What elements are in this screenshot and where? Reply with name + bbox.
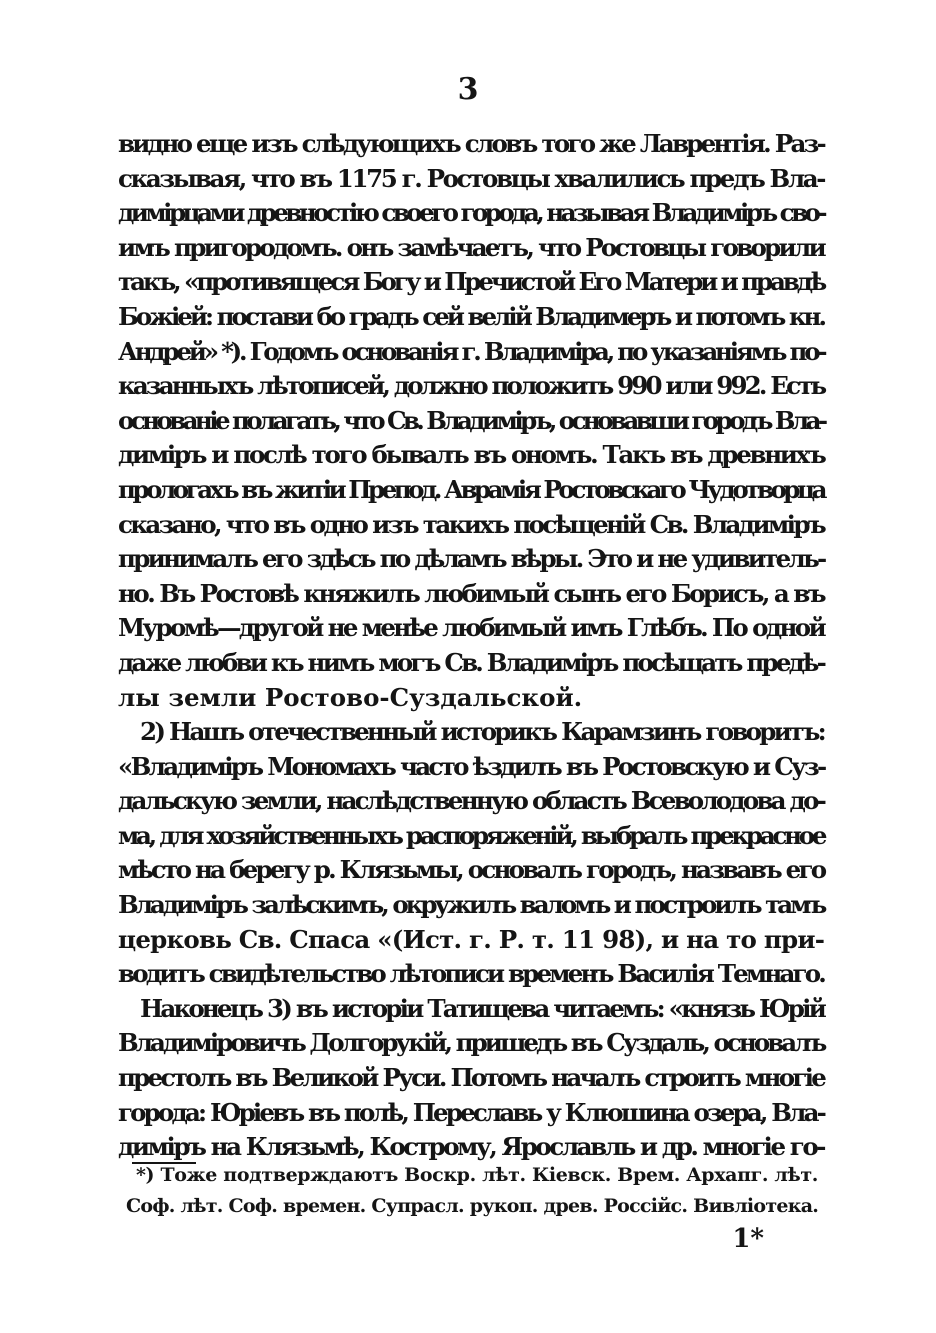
text-line: водитъ свидѣтельство лѣтописи временъ Василія Темнаго. — [118, 959, 824, 989]
text-line: сказано, что въ одно изъ такихъ посѣщеній Св. Владиміръ — [118, 509, 825, 539]
text-line: Владиміръ залѣскимъ, окружилъ валомъ и построилъ тамъ — [118, 890, 825, 920]
text-line: дальскую земли, наслѣдственную область Всеволодова до- — [118, 786, 824, 816]
text-line: «Владиміръ Мономахъ часто ѣздилъ въ Ростовскую и Суз- — [118, 751, 825, 781]
footnote-line: *) Тоже подтверждаютъ Воскр. лѣт. Кіевск. Врем. Архапг. лѣт. — [136, 1164, 818, 1186]
text-line: Андрей» *). Годомъ основанія г. Владиміра, по указаніямъ по- — [118, 336, 825, 366]
text-line: Наконецъ 3) въ исторіи Татищева читаемъ: «князь Юрій — [140, 993, 824, 1023]
text-line: лы земли Ростово-Суздальской. — [118, 682, 583, 712]
text-line: города: Юріевъ въ полѣ, Переславь у Клюшина озера, Вла- — [118, 1097, 824, 1127]
text-line: даже любви къ нимъ могъ Св. Владиміръ посѣщать предѣ- — [118, 647, 824, 677]
text-line: димірцами древностію своего города, называя Владиміръ сво- — [118, 198, 824, 228]
text-line: Муромѣ—другой не менѣе любимый имъ Глѣбъ. По одной — [118, 613, 824, 643]
text-line: церковь Св. Спаса «(Ист. г. Р. т. 11 98), и на то при- — [118, 924, 825, 954]
page-number: 3 — [457, 72, 479, 107]
text-line: престолъ въ Великой Руси. Потомъ началъ строить многіе — [118, 1063, 825, 1093]
text-line: мѣсто на берегу р. Клязьмы, основалъ городъ, назвавъ его — [118, 855, 825, 885]
text-line: сказывая, что въ 1175 г. Ростовцы хвалились предъ Вла- — [118, 163, 825, 193]
text-line: 2) Нашъ отечественный историкъ Карамзинъ говоритъ: — [140, 717, 824, 747]
body-text — [118, 127, 824, 1165]
text-line: казанныхъ лѣтописей, должно положить 990 или 992. Есть — [118, 371, 825, 401]
footnote-line: Соф. лѣт. Соф. времен. Супрасл. рукоп. древ. Россійс. Вивліотека. — [126, 1195, 819, 1217]
text-line: ма, для хозяйственныхъ распоряженій, выбралъ прекрасное — [118, 820, 825, 850]
text-line: прологахъ въ житіи Препод. Аврамія Ростовскаго Чудотворца — [118, 474, 824, 504]
text-line: но. Въ Ростовѣ княжилъ любимый сынъ его Борисъ, а въ — [118, 578, 824, 608]
text-line: такъ, «противящеся Богу и Пречистой Его Матери и правдѣ — [118, 267, 825, 297]
text-line: принималъ его здѣсь по дѣламъ вѣры. Это и не удивитель- — [118, 544, 825, 574]
text-line: имъ пригородомъ. онъ замѣчаетъ, что Ростовцы говорили — [118, 232, 824, 262]
footnotes — [126, 1160, 818, 1222]
text-line: диміръ и послѣ того бывалъ въ ономъ. Такъ въ древнихъ — [118, 440, 825, 470]
text-line: видно еще изъ слѣдующихъ словъ того же Лаврентія. Раз- — [118, 129, 824, 158]
signature-mark: 1* — [732, 1224, 764, 1254]
text-line: Божіей: постави бо градъ сей велій Владимеръ и потомъ кн. — [118, 301, 824, 331]
text-line: диміръ на Клязьмѣ, Кострому, Ярославль и др. многіе го- — [118, 1132, 824, 1162]
text-line: Владиміровичъ Долгорукій, пришедъ въ Суздаль, основалъ — [118, 1028, 825, 1058]
text-line: основаніе полагать, что Св. Владиміръ, основавши городъ Вла- — [118, 405, 825, 435]
